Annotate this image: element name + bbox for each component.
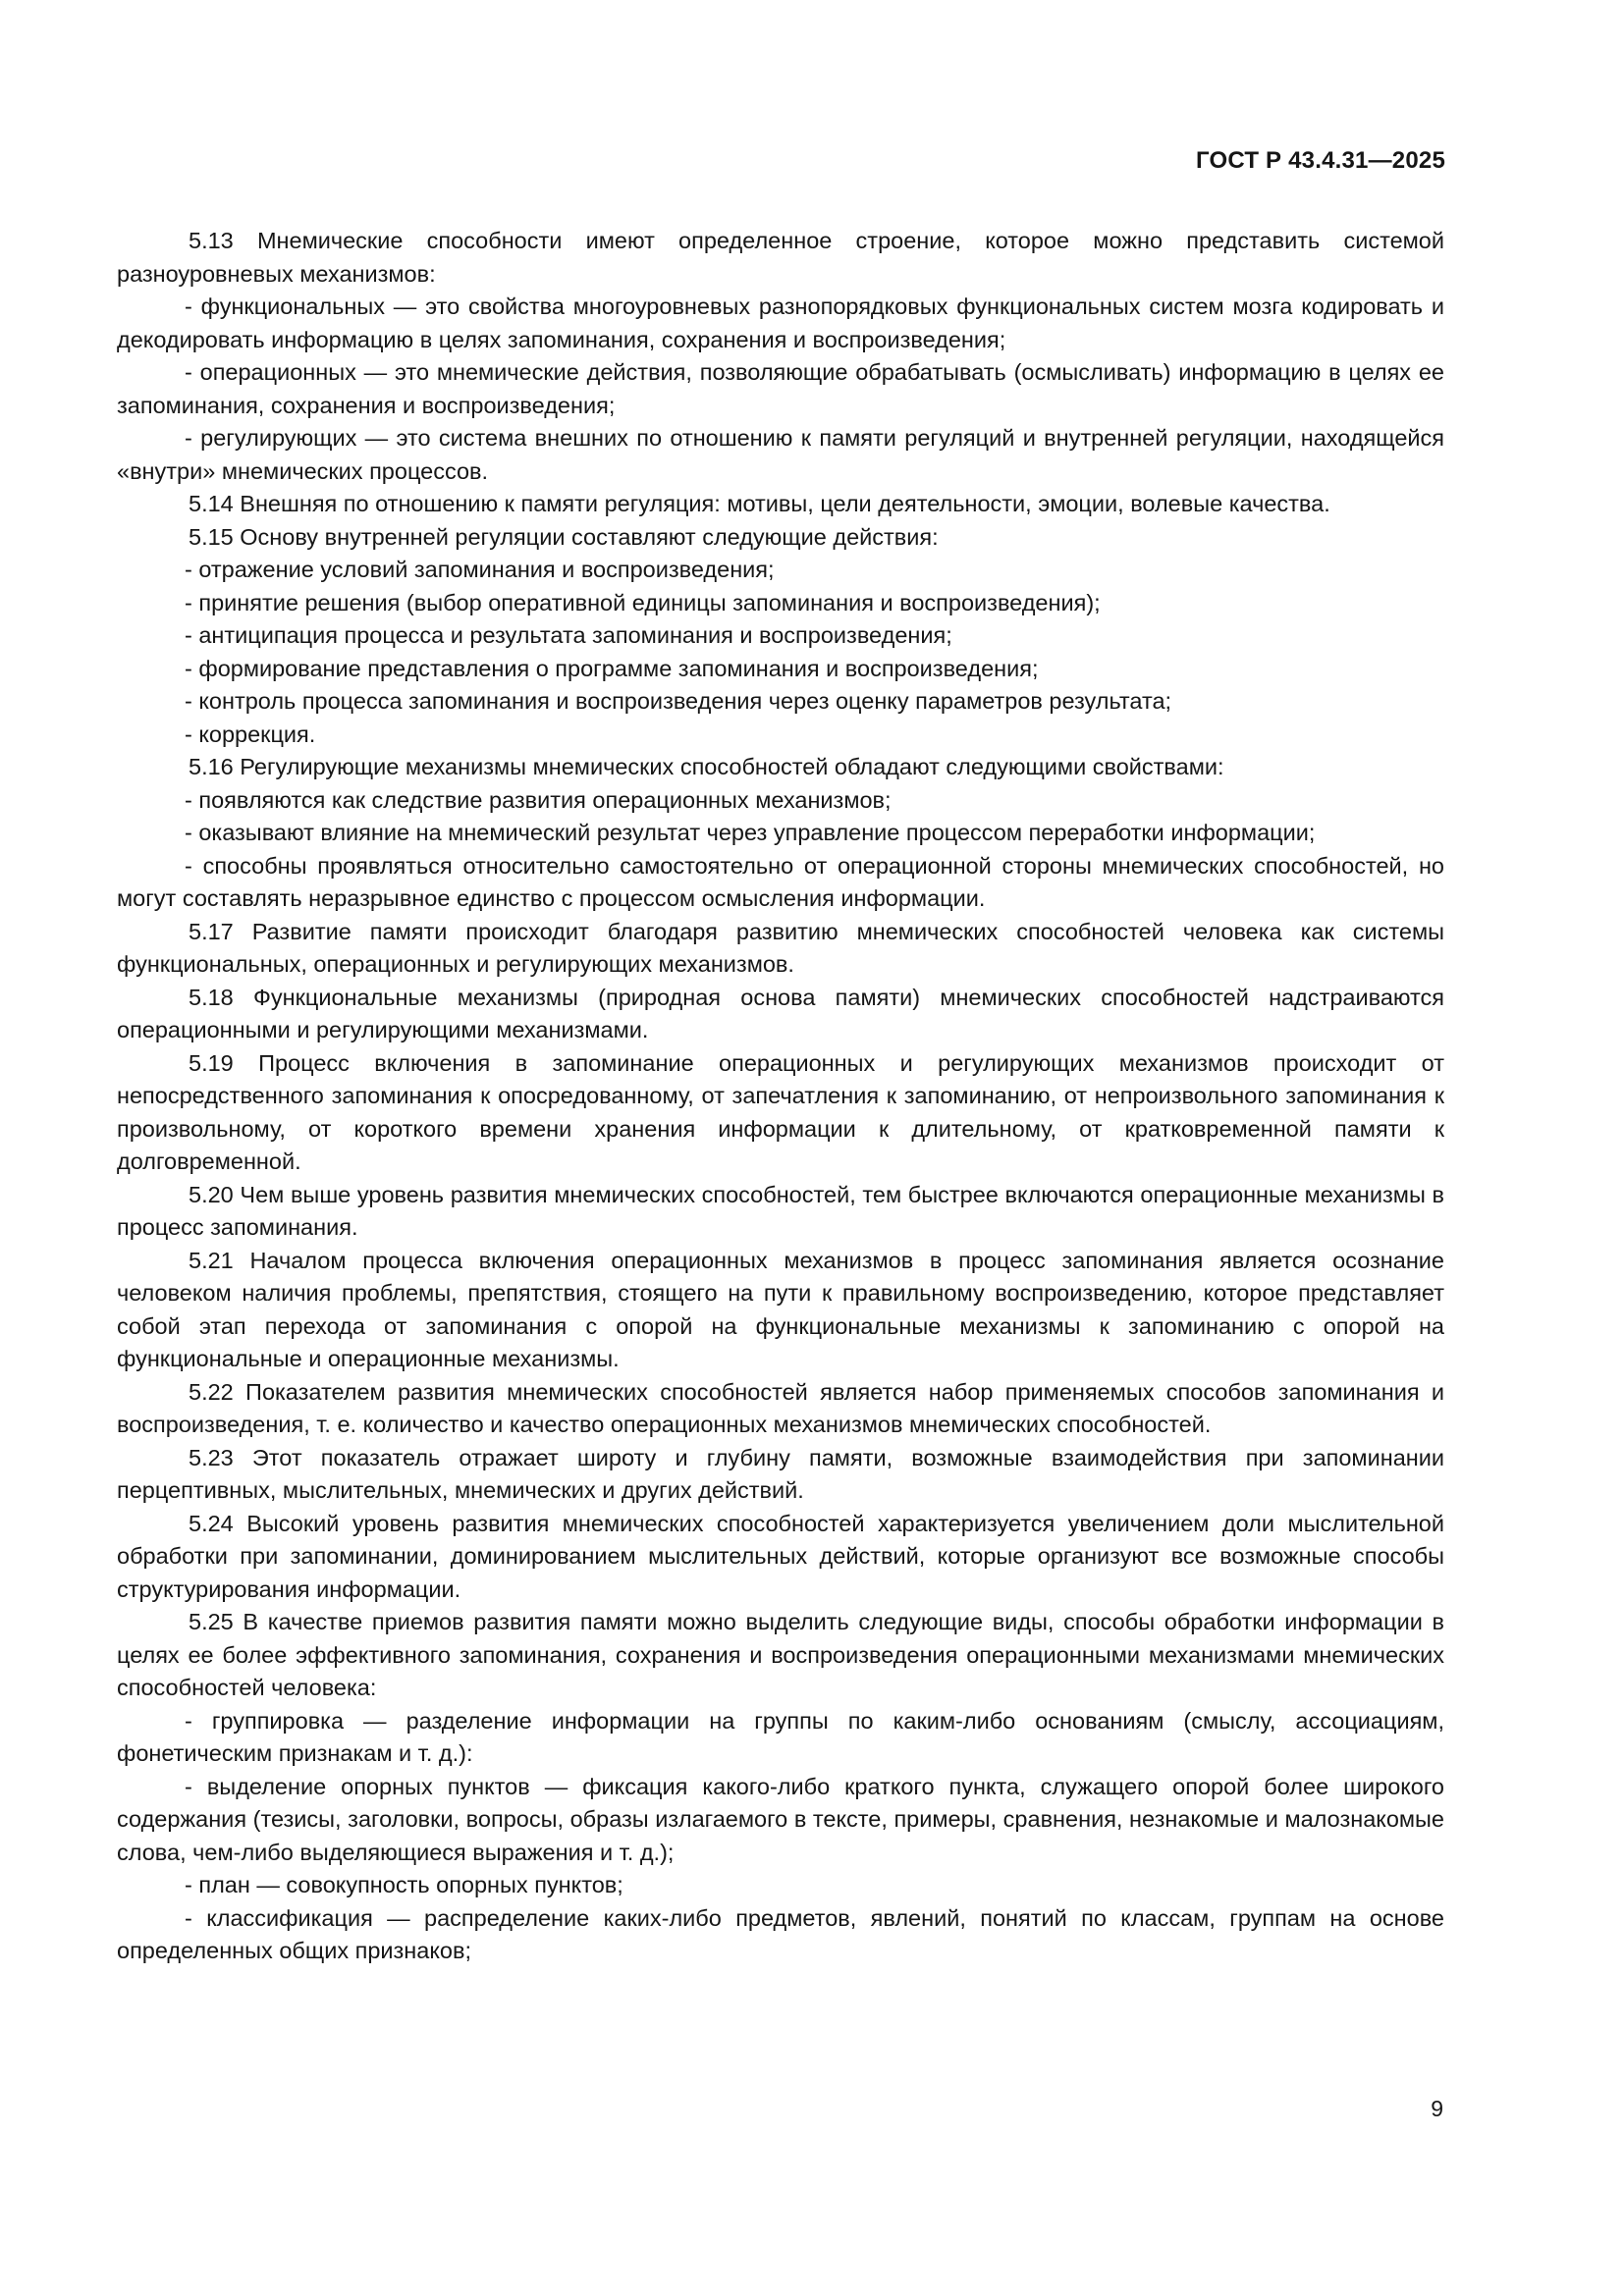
list-item: - отражение условий запоминания и воспроизведения; [185, 557, 775, 582]
paragraph-5-24: 5.24 Высокий уровень развития мнемических способностей характеризуется увеличением доли мыслительной обработки при запоминании, доминированием мыслительных действий, которые организуют все возможные способы структурирования информации. [117, 1510, 1444, 1602]
document-body [117, 225, 1444, 1968]
paragraph-5-18: 5.18 Функциональные механизмы (природная основа памяти) мнемических способностей надстраиваются операционными и регулирующими механизмами. [117, 984, 1444, 1042]
paragraph-5-17: 5.17 Развитие памяти происходит благодаря развитию мнемических способностей человека как системы функциональных, операционных и регулирующих механизмов. [117, 918, 1444, 977]
list-item: - группировка — разделение информации на группы по каким-либо основаниям (смыслу, ассоциациям, фонетическим признакам и т. д.): [117, 1707, 1444, 1766]
list-item: - появляются как следствие развития операционных механизмов; [185, 786, 892, 813]
paragraph-5-19: 5.19 Процесс включения в запоминание операционных и регулирующих механизмов происходит от непосредственного запоминания к опосредованному, от запечатления к запоминанию, от непроизвольного запоминания к произвольному, от короткого времени хранения информации к длительному, от кратковременной памяти к долговременной. [117, 1049, 1444, 1174]
list-item: - операционных — это мнемические действия, позволяющие обрабатывать (осмысливать) информацию в целях ее запоминания, сохранения и воспроизведения; [117, 359, 1444, 418]
list-item: - функциональных — это свойства многоуровневых разнопорядковых функциональных систем мозга кодировать и декодировать информацию в целях запоминания, сохранения и воспроизведения; [117, 294, 1444, 352]
list-item: - план — совокупность опорных пунктов; [185, 1872, 623, 1897]
paragraph-5-25: 5.25 В качестве приемов развития памяти можно выделить следующие виды, способы обработки информации в целях ее более эффективного запоминания, сохранения и воспроизведения операционными механизмами мнемических способностей человека: [117, 1609, 1444, 1700]
list-item: - коррекция. [185, 721, 316, 747]
paragraph-5-16: 5.16 Регулирующие механизмы мнемических способностей обладают следующими свойствами: [189, 754, 1224, 779]
list-item: - принятие решения (выбор оперативной единицы запоминания и воспроизведения); [185, 589, 1101, 615]
paragraph-5-14: 5.14 Внешняя по отношению к памяти регуляция: мотивы, цели деятельности, эмоции, волевые качества. [189, 491, 1330, 516]
list-item: - выделение опорных пунктов — фиксация какого-либо краткого пункта, служащего опорой более широкого содержания (тезисы, заголовки, вопросы, образы излагаемого в тексте, примеры, сравнения, незнакомые и малознакомые слова, чем-либо выделяющиеся выражения и т. д.); [117, 1773, 1444, 1865]
paragraph-5-23: 5.23 Этот показатель отражает широту и глубину памяти, возможные взаимодействия при запоминании перцептивных, мыслительных, мнемических и других действий. [117, 1444, 1444, 1503]
list-item: - классификация — распределение каких-либо предметов, явлений, понятий по классам, группам на основе определенных общих признаков; [117, 1904, 1444, 1963]
paragraph-5-13: 5.13 Мнемические способности имеют определенное строение, которое можно представить системой разноуровневых механизмов: [117, 228, 1444, 287]
list-item: - оказывают влияние на мнемический результат через управление процессом переработки информации; [185, 820, 1316, 845]
list-item: - регулирующих — это система внешних по отношению к памяти регуляций и внутренней регуляции, находящейся «внутри» мнемических процессов. [117, 425, 1444, 484]
list-item: - формирование представления о программе запоминания и воспроизведения; [185, 655, 1039, 681]
page-number: 9 [1431, 2096, 1443, 2121]
list-item: - контроль процесса запоминания и воспроизведения через оценку параметров результата; [185, 688, 1172, 714]
paragraph-5-21: 5.21 Началом процесса включения операционных механизмов в процесс запоминания является осознание человеком наличия проблемы, препятствия, стоящего на пути к правильному воспроизведению, которое представляет собой этап перехода от запоминания с опорой на функциональные механизмы к запоминанию с опорой на функциональные и операционные механизмы. [117, 1247, 1444, 1371]
document-standard-id: ГОСТ Р 43.4.31—2025 [1196, 147, 1445, 174]
paragraph-5-20: 5.20 Чем выше уровень развития мнемических способностей, тем быстрее включаются операционные механизмы в процесс запоминания. [117, 1181, 1444, 1240]
list-item: - способны проявляться относительно самостоятельно от операционной стороны мнемических способностей, но могут составлять неразрывное единство с процессом осмысления информации. [117, 852, 1444, 911]
list-item: - антиципация процесса и результата запоминания и воспроизведения; [185, 622, 952, 648]
paragraph-5-15: 5.15 Основу внутренней регуляции составляют следующие действия: [189, 523, 939, 550]
paragraph-5-22: 5.22 Показателем развития мнемических способностей является набор применяемых способов запоминания и воспроизведения, т. е. количество и качество операционных механизмов мнемических способностей. [117, 1378, 1444, 1437]
